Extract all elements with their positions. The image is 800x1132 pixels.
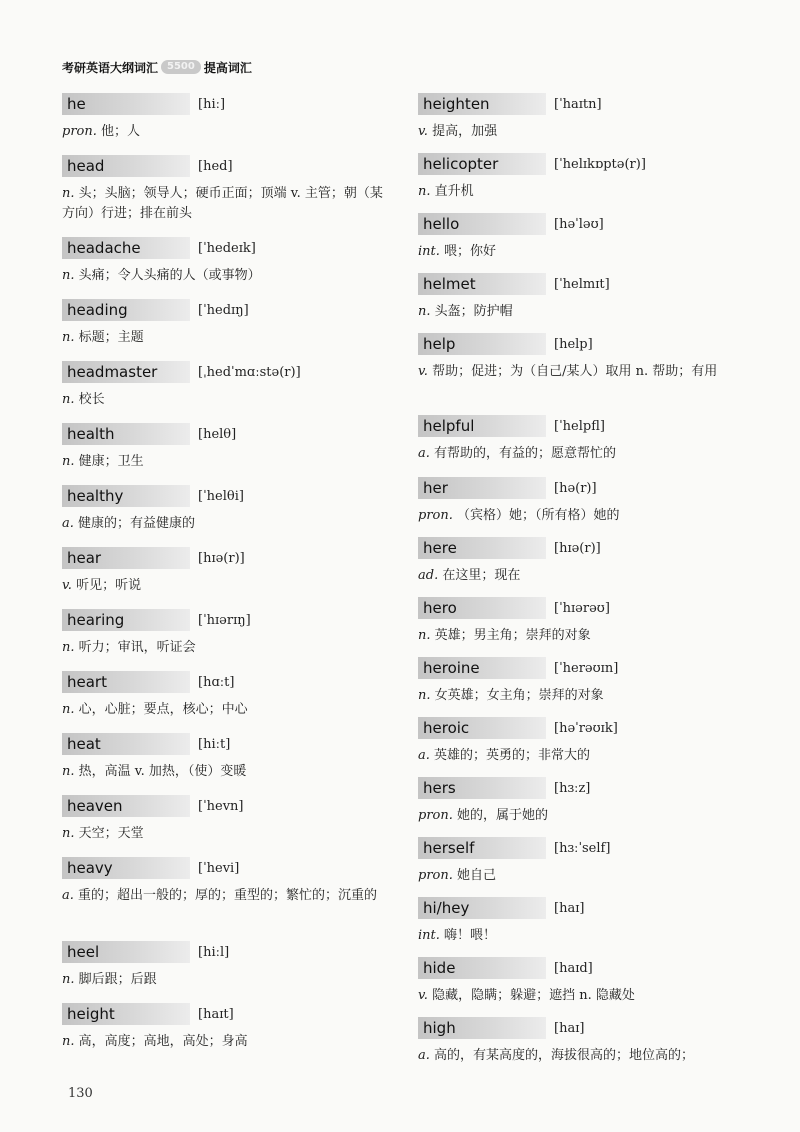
vocab-entry <box>62 856 394 906</box>
definition <box>62 266 394 286</box>
phonetic: [ˈherəʊɪn] <box>554 660 619 676</box>
vocab-entry <box>62 670 394 720</box>
definition-text: 在这里；现在 <box>442 568 521 583</box>
headword: heel <box>62 941 190 963</box>
headword: helicopter <box>418 153 546 175</box>
headword: her <box>418 477 546 499</box>
entry-head <box>62 608 394 632</box>
entry-head <box>418 272 750 296</box>
entry-head <box>62 940 394 964</box>
vocab-entry <box>62 1002 394 1052</box>
headword: help <box>418 333 546 355</box>
headword: headache <box>62 237 190 259</box>
definition-text: 校长 <box>78 392 105 407</box>
entry-head <box>62 236 394 260</box>
entry-head <box>418 536 750 560</box>
part-of-speech: n. <box>418 628 431 643</box>
definition <box>62 886 394 906</box>
entry-head <box>62 484 394 508</box>
definition <box>62 122 394 142</box>
definition-text: 头痛；令人头痛的人（或事物） <box>78 268 261 283</box>
phonetic: [haɪd] <box>554 960 593 976</box>
definition <box>62 970 394 990</box>
phonetic: [hed] <box>198 158 233 174</box>
headword: hero <box>418 597 546 619</box>
phonetic: [haɪ] <box>554 1020 585 1036</box>
part-of-speech: int. <box>418 928 440 943</box>
entry-head <box>418 92 750 116</box>
definition <box>418 746 750 766</box>
definition-text: 听见；听说 <box>76 578 142 593</box>
vocab-entry <box>62 298 394 348</box>
part-of-speech: n. <box>62 268 75 283</box>
phonetic: [həˈrəʊɪk] <box>554 720 618 736</box>
vocab-entry <box>62 794 394 844</box>
page-number: 130 <box>68 1086 93 1101</box>
vocab-entry <box>418 956 750 1006</box>
entry-head <box>418 1016 750 1040</box>
headword: hers <box>418 777 546 799</box>
phonetic: [helθ] <box>198 426 237 442</box>
phonetic: [ˈhaɪtn] <box>554 96 602 112</box>
definition-text: 热，高温 v. 加热，（使）变暖 <box>78 764 247 779</box>
headword: helmet <box>418 273 546 295</box>
header-title-right: 提高词汇 <box>203 60 252 75</box>
phonetic: [ˈhedeɪk] <box>198 240 256 256</box>
headword: healthy <box>62 485 190 507</box>
definition-text: 高的，有某高度的，海拔很高的；地位高的； <box>434 1048 695 1063</box>
headword: heart <box>62 671 190 693</box>
vocab-entry <box>62 236 394 286</box>
definition <box>62 184 394 224</box>
phonetic: [hɜːz] <box>554 780 591 796</box>
vocab-entry <box>418 896 750 946</box>
definition-text: 标题；主题 <box>78 330 144 345</box>
headword: hide <box>418 957 546 979</box>
definition <box>62 514 394 534</box>
phonetic: [ˈhelmɪt] <box>554 276 610 292</box>
phonetic: [ˈhɪərəʊ] <box>554 600 610 616</box>
headword: heavy <box>62 857 190 879</box>
definition-text: 天空；天堂 <box>78 826 144 841</box>
part-of-speech: n. <box>62 1034 75 1049</box>
part-of-speech: pron. <box>418 868 453 883</box>
headword: heighten <box>418 93 546 115</box>
part-of-speech: n. <box>62 640 75 655</box>
definition <box>62 762 394 782</box>
phonetic: [hɜːˈself] <box>554 840 611 856</box>
definition <box>418 566 750 586</box>
part-of-speech: pron. <box>418 808 453 823</box>
headword: heaven <box>62 795 190 817</box>
definition <box>418 926 750 946</box>
part-of-speech: a. <box>418 1048 430 1063</box>
definition <box>418 1046 750 1066</box>
phonetic: [hɪə(r)] <box>554 540 601 556</box>
vocab-entry <box>62 92 394 142</box>
part-of-speech: n. <box>62 972 75 987</box>
definition-text: （宾格）她；（所有格）她的 <box>457 508 620 523</box>
entry-head <box>418 414 750 438</box>
definition-text: 女英雄；女主角；崇拜的对象 <box>434 688 604 703</box>
entry-head <box>62 732 394 756</box>
vocab-entry <box>62 484 394 534</box>
entry-head <box>62 856 394 880</box>
vocab-entry <box>418 656 750 706</box>
entry-head <box>418 212 750 236</box>
phonetic: [haɪt] <box>198 1006 234 1022</box>
definition-text: 有帮助的，有益的；愿意帮忙的 <box>434 446 617 461</box>
vocab-entry <box>62 732 394 782</box>
definition-text: 听力；审讯，听证会 <box>78 640 196 655</box>
part-of-speech: pron. <box>418 508 453 523</box>
headword: heroic <box>418 717 546 739</box>
vocab-entry <box>418 716 750 766</box>
entry-head <box>418 332 750 356</box>
headword: hi/hey <box>418 897 546 919</box>
phonetic: [ˈhedɪŋ] <box>198 302 249 318</box>
definition-text: 健康的；有益健康的 <box>78 516 196 531</box>
definition <box>62 824 394 844</box>
definition <box>62 452 394 472</box>
phonetic: [ˈhelɪkɒptə(r)] <box>554 156 646 172</box>
headword: heading <box>62 299 190 321</box>
headword: height <box>62 1003 190 1025</box>
vocab-entry <box>62 940 394 990</box>
entry-head <box>418 152 750 176</box>
definition-text: 他；人 <box>101 124 141 139</box>
headword: helpful <box>418 415 546 437</box>
definition <box>62 638 394 658</box>
definition-text: 英雄的；英勇的；非常大的 <box>434 748 591 763</box>
definition <box>418 242 750 262</box>
part-of-speech: v. <box>418 124 428 139</box>
entry-head <box>418 476 750 500</box>
definition-text: 英雄；男主角；崇拜的对象 <box>434 628 591 643</box>
phonetic: [ˈhelθi] <box>198 488 244 504</box>
part-of-speech: n. <box>62 764 75 779</box>
definition-text: 健康；卫生 <box>78 454 144 469</box>
vocab-entry <box>418 212 750 262</box>
entry-head <box>418 836 750 860</box>
vocab-entry <box>62 154 394 224</box>
part-of-speech: n. <box>62 826 75 841</box>
part-of-speech: ad. <box>418 568 439 583</box>
definition <box>62 700 394 720</box>
headword: herself <box>418 837 546 859</box>
headword: heat <box>62 733 190 755</box>
headword: hear <box>62 547 190 569</box>
headword: head <box>62 155 190 177</box>
entry-head <box>418 956 750 980</box>
word-count-badge: 5500 <box>161 60 201 74</box>
definition <box>418 806 750 826</box>
part-of-speech: v. <box>62 578 72 593</box>
vocab-entry <box>418 776 750 826</box>
vocab-entry <box>62 360 394 410</box>
part-of-speech: n. <box>62 186 75 201</box>
part-of-speech: n. <box>62 454 75 469</box>
definition-text: 她自己 <box>457 868 497 883</box>
vocab-entry <box>418 536 750 586</box>
definition <box>62 390 394 410</box>
definition <box>418 182 750 202</box>
page-header <box>62 56 252 78</box>
part-of-speech: n. <box>62 392 75 407</box>
definition <box>418 986 750 1006</box>
headword: high <box>418 1017 546 1039</box>
phonetic: [hiː] <box>198 96 226 112</box>
definition-text: 喂；你好 <box>444 244 497 259</box>
part-of-speech: n. <box>418 304 431 319</box>
definition-text: 脚后跟；后跟 <box>78 972 157 987</box>
headword: health <box>62 423 190 445</box>
entry-head <box>62 546 394 570</box>
headword: heroine <box>418 657 546 679</box>
entry-head <box>62 154 394 178</box>
phonetic: [hiːt] <box>198 736 231 752</box>
part-of-speech: v. <box>418 988 428 1003</box>
definition <box>62 1032 394 1052</box>
entry-head <box>418 596 750 620</box>
part-of-speech: a. <box>62 888 74 903</box>
vocab-entry <box>418 272 750 322</box>
definition-text: 直升机 <box>434 184 474 199</box>
part-of-speech: a. <box>418 748 430 763</box>
headword: hello <box>418 213 546 235</box>
definition-text: 她的，属于她的 <box>457 808 549 823</box>
phonetic: [həˈləʊ] <box>554 216 604 232</box>
part-of-speech: pron. <box>62 124 97 139</box>
phonetic: [help] <box>554 336 593 352</box>
vocab-entry <box>418 92 750 142</box>
phonetic: [hiːl] <box>198 944 230 960</box>
definition <box>62 576 394 596</box>
definition <box>62 328 394 348</box>
vocab-entry <box>418 414 750 464</box>
definition-text: 隐藏，隐瞒；躲避；遮挡 n. 隐藏处 <box>432 988 635 1003</box>
part-of-speech: a. <box>62 516 74 531</box>
phonetic: [haɪ] <box>554 900 585 916</box>
definition <box>418 626 750 646</box>
phonetic: [ˌhedˈmɑːstə(r)] <box>198 364 301 380</box>
part-of-speech: n. <box>418 688 431 703</box>
entry-head <box>418 896 750 920</box>
part-of-speech: n. <box>62 702 75 717</box>
definition-text: 高，高度；高地，高处；身高 <box>78 1034 248 1049</box>
entry-head <box>418 716 750 740</box>
header-title-left: 考研英语大纲词汇 <box>62 60 159 75</box>
vocab-entry <box>418 476 750 526</box>
phonetic: [ˈhevi] <box>198 860 240 876</box>
part-of-speech: n. <box>418 184 431 199</box>
definition-text: 头盔；防护帽 <box>434 304 513 319</box>
entry-head <box>62 794 394 818</box>
part-of-speech: n. <box>62 330 75 345</box>
phonetic: [ˈhɪərɪŋ] <box>198 612 251 628</box>
vocab-entry <box>418 836 750 886</box>
entry-head <box>418 656 750 680</box>
definition <box>418 444 750 464</box>
vocab-entry <box>418 1016 750 1066</box>
definition-text: 提高，加强 <box>432 124 498 139</box>
headword: here <box>418 537 546 559</box>
phonetic: [ˈhelpfl] <box>554 418 605 434</box>
definition <box>418 122 750 142</box>
phonetic: [hɑːt] <box>198 674 235 690</box>
part-of-speech: a. <box>418 446 430 461</box>
entry-head <box>62 92 394 116</box>
headword: he <box>62 93 190 115</box>
vocab-entry <box>418 596 750 646</box>
definition <box>418 362 750 382</box>
phonetic: [ˈhevn] <box>198 798 244 814</box>
vocab-entry <box>418 152 750 202</box>
entry-head <box>62 670 394 694</box>
vocab-entry <box>62 422 394 472</box>
entry-head <box>62 298 394 322</box>
vocab-entry <box>62 546 394 596</box>
definition <box>418 686 750 706</box>
definition-text: 头；头脑；领导人；硬币正面；顶端 v. 主管；朝（某方向）行进；排在前头 <box>62 186 383 221</box>
phonetic: [hɪə(r)] <box>198 550 245 566</box>
definition-text: 重的；超出一般的；厚的；重型的；繁忙的；沉重的 <box>78 888 378 903</box>
headword: hearing <box>62 609 190 631</box>
entry-head <box>62 360 394 384</box>
headword: headmaster <box>62 361 190 383</box>
vocab-entry <box>418 332 750 382</box>
definition-text: 帮助；促进；为（自己/某人）取用 n. 帮助；有用 <box>432 364 718 379</box>
vocab-entry <box>62 608 394 658</box>
part-of-speech: v. <box>418 364 428 379</box>
part-of-speech: int. <box>418 244 440 259</box>
definition-text: 心，心脏；要点，核心；中心 <box>78 702 248 717</box>
entry-head <box>62 1002 394 1026</box>
definition <box>418 506 750 526</box>
definition <box>418 302 750 322</box>
entry-head <box>418 776 750 800</box>
entry-head <box>62 422 394 446</box>
definition-text: 嗨！喂！ <box>444 928 497 943</box>
definition <box>418 866 750 886</box>
phonetic: [hə(r)] <box>554 480 597 496</box>
